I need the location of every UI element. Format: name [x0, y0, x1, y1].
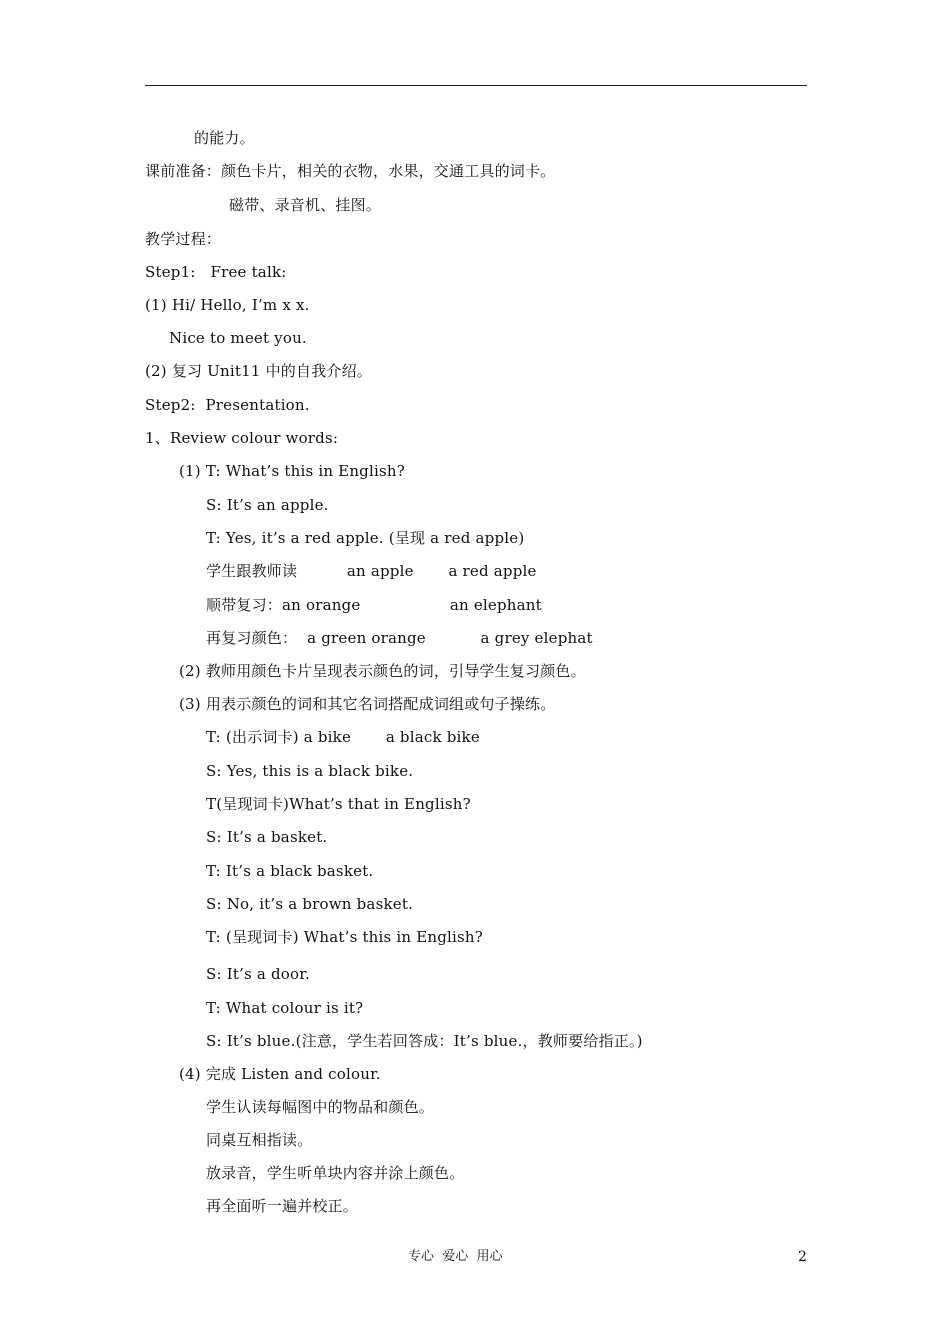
text-line: 学生跟教师读 an apple a red apple — [206, 562, 537, 580]
text-line: S: No, it’s a brown basket. — [206, 895, 414, 913]
text-line: T: Yes, it’s a red apple. (呈现 a red apple) — [206, 529, 525, 547]
text-line: (1) T: What’s this in English? — [179, 462, 405, 480]
text-line: S: It’s a basket. — [206, 828, 328, 846]
text-line: T(呈现词卡)What’s that in English? — [206, 795, 471, 813]
text-line: Nice to meet you. — [169, 329, 307, 347]
text-line: (2) 复习 Unit11 中的自我介绍。 — [145, 362, 372, 380]
text-line: (3) 用表示颜色的词和其它名词搭配成词组或句子操练。 — [179, 695, 556, 713]
text-line: T: It’s a black basket. — [206, 862, 374, 880]
text-line: 1、Review colour words: — [145, 429, 339, 447]
text-line: T: What colour is it? — [206, 999, 364, 1017]
text-line: (1) Hi/ Hello, I’m x x. — [145, 296, 310, 314]
text-line: S: It’s an apple. — [206, 496, 329, 514]
page-number: 2 — [798, 1249, 807, 1265]
step-heading: Step2: Presentation. — [145, 396, 310, 414]
footer-motto: 专心 爱心 用心 — [408, 1249, 503, 1264]
text-line: (2) 教师用颜色卡片呈现表示颜色的词，引导学生复习颜色。 — [179, 662, 586, 680]
text-line: 顺带复习：an orange an elephant — [206, 596, 542, 614]
text-line: 课前准备：颜色卡片，相关的衣物，水果，交通工具的词卡。 — [145, 162, 556, 180]
text-line: (4) 完成 Listen and colour. — [179, 1065, 381, 1083]
text-line: T: (呈现词卡) What’s this in English? — [206, 928, 484, 946]
text-line: 再复习颜色： a green orange a grey elephat — [206, 629, 593, 647]
text-line: 再全面听一遍并校正。 — [206, 1197, 359, 1215]
text-line: 磁带、录音机、挂图。 — [229, 196, 382, 214]
text-line: 学生认读每幅图中的物品和颜色。 — [206, 1098, 435, 1116]
text-line: S: It’s a door. — [206, 965, 310, 983]
text-line: 的能力。 — [194, 129, 255, 147]
text-line: 放录音，学生听单块内容并涂上颜色。 — [206, 1164, 465, 1182]
text-line: T: (出示词卡) a bike a black bike — [206, 728, 480, 746]
text-line: S: It’s blue.(注意，学生若回答成：It’s blue.，教师要给指正。) — [206, 1032, 643, 1050]
step-heading: Step1: Free talk: — [145, 263, 287, 281]
section-heading: 教学过程： — [145, 230, 222, 248]
text-line: S: Yes, this is a black bike. — [206, 762, 414, 780]
text-line: 同桌互相指读。 — [206, 1131, 313, 1149]
